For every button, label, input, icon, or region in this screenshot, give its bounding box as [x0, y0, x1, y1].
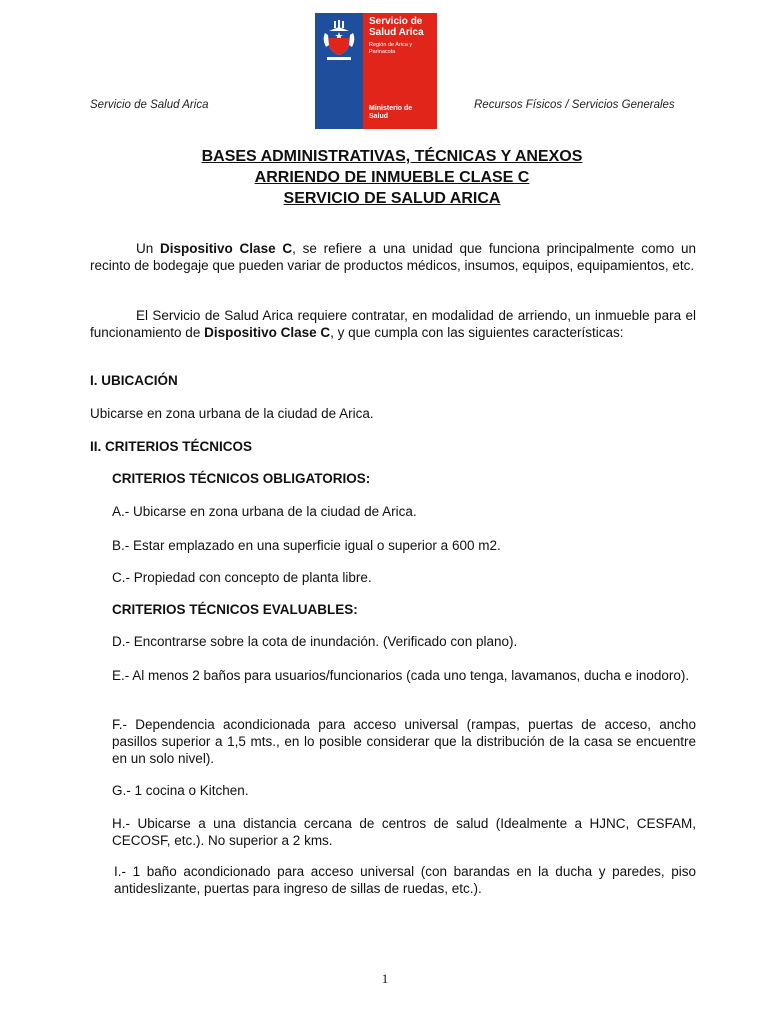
- logo-text-line-4: Parinacota: [369, 49, 396, 55]
- criterion-e: E.- Al menos 2 baños para usuarios/funcionarios (cada uno tenga, lavamanos, ducha e inodoro).: [112, 668, 690, 683]
- logo-text-line-2: Salud Arica: [369, 27, 424, 38]
- logo-text-line-5: Ministerio de: [369, 105, 413, 112]
- document-title-line-1: BASES ADMINISTRATIVAS, TÉCNICAS Y ANEXOS: [201, 148, 583, 165]
- evaluable-criteria-heading: CRITERIOS TÉCNICOS EVALUABLES:: [112, 602, 358, 617]
- criterion-f: F.- Dependencia acondicionada para acceso universal (rampas, puertas de acceso, ancho pasillos superior a 1,5 mts., en lo posible considerar que la distribución de la casa se encuentre en un solo nivel).: [112, 717, 696, 766]
- intro-paragraph-1: [90, 240, 696, 274]
- intro-1-bold: Dispositivo Clase C: [160, 241, 293, 256]
- section-1-heading: I. UBICACIÓN: [90, 373, 178, 388]
- document-title-line-2: ARRIENDO DE INMUEBLE CLASE C: [254, 169, 530, 186]
- page-number: 1: [381, 971, 389, 986]
- logo-text-line-6: Salud: [369, 113, 389, 120]
- mandatory-criteria-heading: CRITERIOS TÉCNICOS OBLIGATORIOS:: [112, 471, 371, 486]
- intro-2-pre: El Servicio de Salud Arica requiere contratar, en modalidad de arriendo, un inmueble para el funcionamiento de: [90, 308, 696, 340]
- criterion-a: A.- Ubicarse en zona urbana de la ciudad de Arica.: [112, 504, 417, 519]
- logo-text-line-3: Región de Arica y: [369, 42, 413, 48]
- document-title-line-3: SERVICIO DE SALUD ARICA: [283, 190, 501, 207]
- intro-2-post: , y que cumpla con las siguientes características:: [330, 325, 624, 340]
- criterion-c: C.- Propiedad con concepto de planta libre.: [112, 570, 372, 585]
- criterion-h: H.- Ubicarse a una distancia cercana de centros de salud (Idealmente a HJNC, CESFAM, CECOSF, etc.). No superior a 2 kms.: [112, 816, 696, 848]
- section-2-heading: II. CRITERIOS TÉCNICOS: [90, 439, 253, 454]
- header-left: Servicio de Salud Arica: [90, 99, 209, 111]
- servicio-salud-arica-logo: [315, 13, 437, 129]
- header-right: Recursos Físicos / Servicios Generales: [474, 99, 675, 111]
- intro-1-pre: Un: [136, 241, 161, 256]
- chile-coat-of-arms-icon: [319, 19, 359, 63]
- section-1-text: Ubicarse en zona urbana de la ciudad de Arica.: [90, 406, 374, 421]
- intro-paragraph-2: [90, 307, 696, 341]
- criterion-i: I.- 1 baño acondicionado para acceso universal (con barandas en la ducha y paredes, piso antideslizante, puertas para ingreso de sillas de ruedas, etc.).: [114, 864, 696, 896]
- criterion-d: D.- Encontrarse sobre la cota de inundación. (Verificado con plano).: [112, 634, 518, 649]
- criterion-g: G.- 1 cocina o Kitchen.: [112, 783, 249, 798]
- intro-2-bold: Dispositivo Clase C: [204, 325, 331, 340]
- criterion-b: B.- Estar emplazado en una superficie igual o superior a 600 m2.: [112, 538, 501, 553]
- intro-1-post: , se refiere a una unidad que funciona principalmente como un recinto de bodegaje que pueden variar de productos médicos, insumos, equipos, equipamientos, etc.: [90, 241, 696, 273]
- logo-text-line-1: Servicio de: [369, 16, 423, 27]
